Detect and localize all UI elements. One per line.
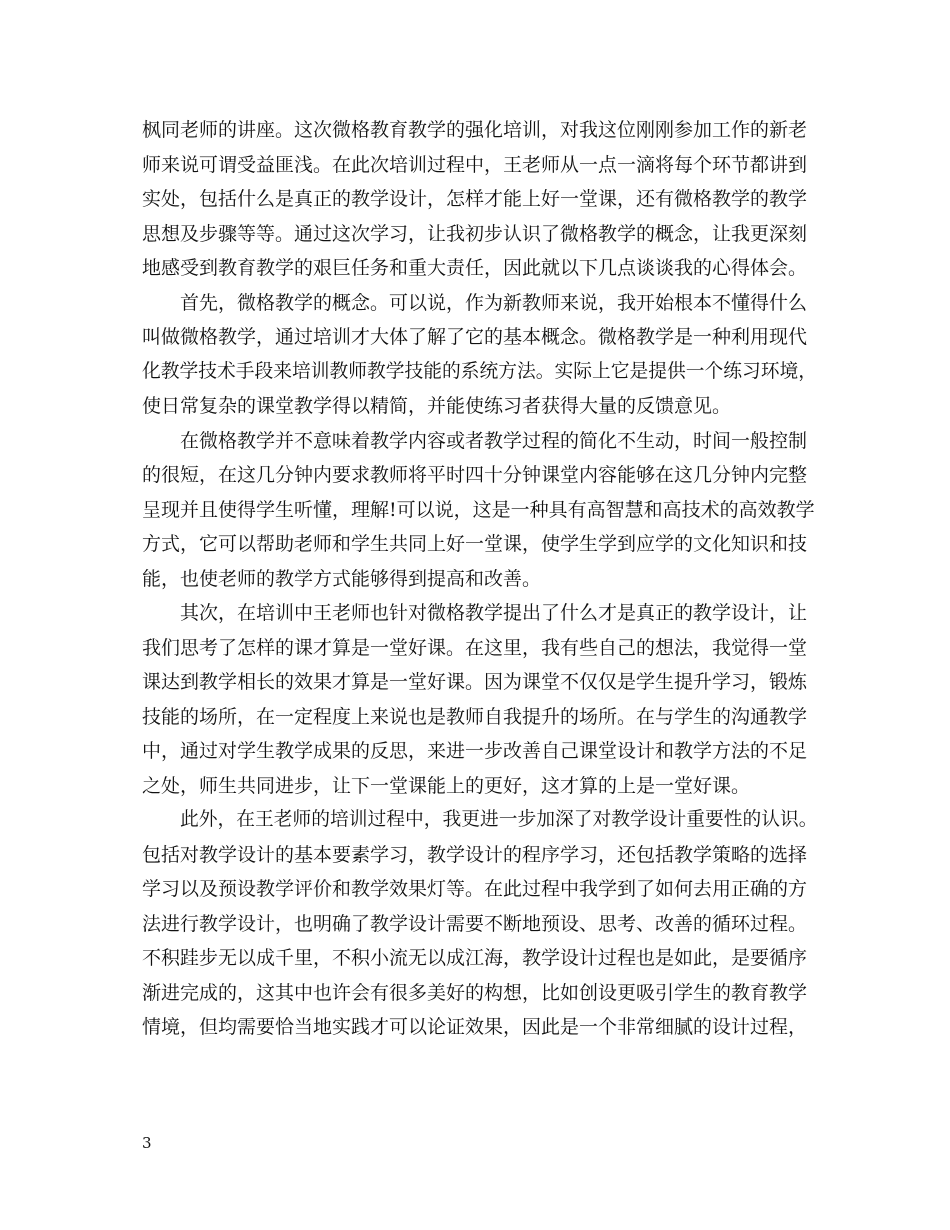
text-line: 思想及步骤等等。通过这次学习，让我初步认识了微格教学的概念，让我更深刻: [142, 222, 808, 245]
text-line: 不积跬步无以成千里，不积小流无以成江海，教学设计过程也是如此，是要循序: [142, 947, 808, 969]
text-line: 能，也使老师的教学方式能够得到提高和改善。: [142, 567, 542, 590]
text-line: 中，通过对学生教学成果的反思，来进一步改善自己课堂设计和教学方法的不足: [142, 740, 808, 762]
text-line: 使日常复杂的课堂教学得以精简，并能使练习者获得大量的反馈意见。: [142, 395, 732, 417]
text-line: 包括对教学设计的基本要素学习，教学设计的程序学习，还包括教学策略的选择: [142, 843, 808, 866]
text-line: 我们思考了怎样的课才算是一堂好课。在这里，我有些自己的想法，我觉得一堂: [142, 636, 808, 659]
text-line: 其次，在培训中王老师也针对微格教学提出了什么才是真正的教学设计，让: [180, 602, 808, 624]
text-line: 情境，但均需要恰当地实践才可以论证效果，因此是一个非常细腻的设计过程，: [142, 1016, 808, 1038]
text-line: 学习以及预设教学评价和教学效果灯等。在此过程中我学到了如何去用正确的方: [142, 878, 808, 900]
text-line: 师来说可谓受益匪浅。在此次培训过程中，王老师从一点一滴将每个环节都讲到: [142, 153, 808, 176]
text-line: 的很短，在这几分钟内要求教师将平时四十分钟课堂内容能够在这几分钟内完整: [142, 464, 808, 486]
text-line: 化教学技术手段来培训教师教学技能的系统方法。实际上它是提供一个练习环境，: [142, 360, 817, 382]
text-line: 呈现并且使得学生听懂，理解!可以说，这是一种具有高智慧和高技术的高效教学: [142, 498, 815, 521]
text-line: 技能的场所，在一定程度上来说也是教师自我提升的场所。在与学生的沟通教学: [142, 705, 808, 728]
text-line: 实处，包括什么是真正的教学设计，怎样才能上好一堂课，还有微格教学的教学: [142, 188, 808, 210]
text-line: 枫同老师的讲座。这次微格教育教学的强化培训，对我这位刚刚参加工作的新老: [142, 119, 808, 141]
body-text: [142, 113, 820, 1045]
text-line: 叫做微格教学，通过培训才大体了解了它的基本概念。微格教学是一种利用现代: [142, 326, 808, 348]
text-line: 首先，微格教学的概念。可以说，作为新教师来说，我开始根本不懂得什么: [180, 291, 808, 314]
text-line: 方式，它可以帮助老师和学生共同上好一堂课，使学生学到应学的文化知识和技: [142, 533, 808, 555]
text-line: 法进行教学设计，也明确了教学设计需要不断地预设、思考、改善的循环过程。: [142, 912, 808, 935]
page-number: 3: [142, 1134, 152, 1152]
text-line: 在微格教学并不意味着教学内容或者教学过程的简化不生动，时间一般控制: [180, 429, 808, 452]
text-line: 之处，师生共同进步，让下一堂课能上的更好，这才算的上是一堂好课。: [142, 774, 751, 797]
text-line: 此外，在王老师的培训过程中，我更进一步加深了对教学设计重要性的认识。: [180, 809, 818, 830]
text-line: 地感受到教育教学的艰巨任务和重大责任，因此就以下几点谈谈我的心得体会。: [142, 257, 808, 279]
text-line: 渐进完成的，这其中也许会有很多美好的构想，比如创设更吸引学生的教育教学: [142, 981, 808, 1004]
text-line: 课达到教学相长的效果才算是一堂好课。因为课堂不仅仅是学生提升学习，锻炼: [142, 671, 808, 693]
